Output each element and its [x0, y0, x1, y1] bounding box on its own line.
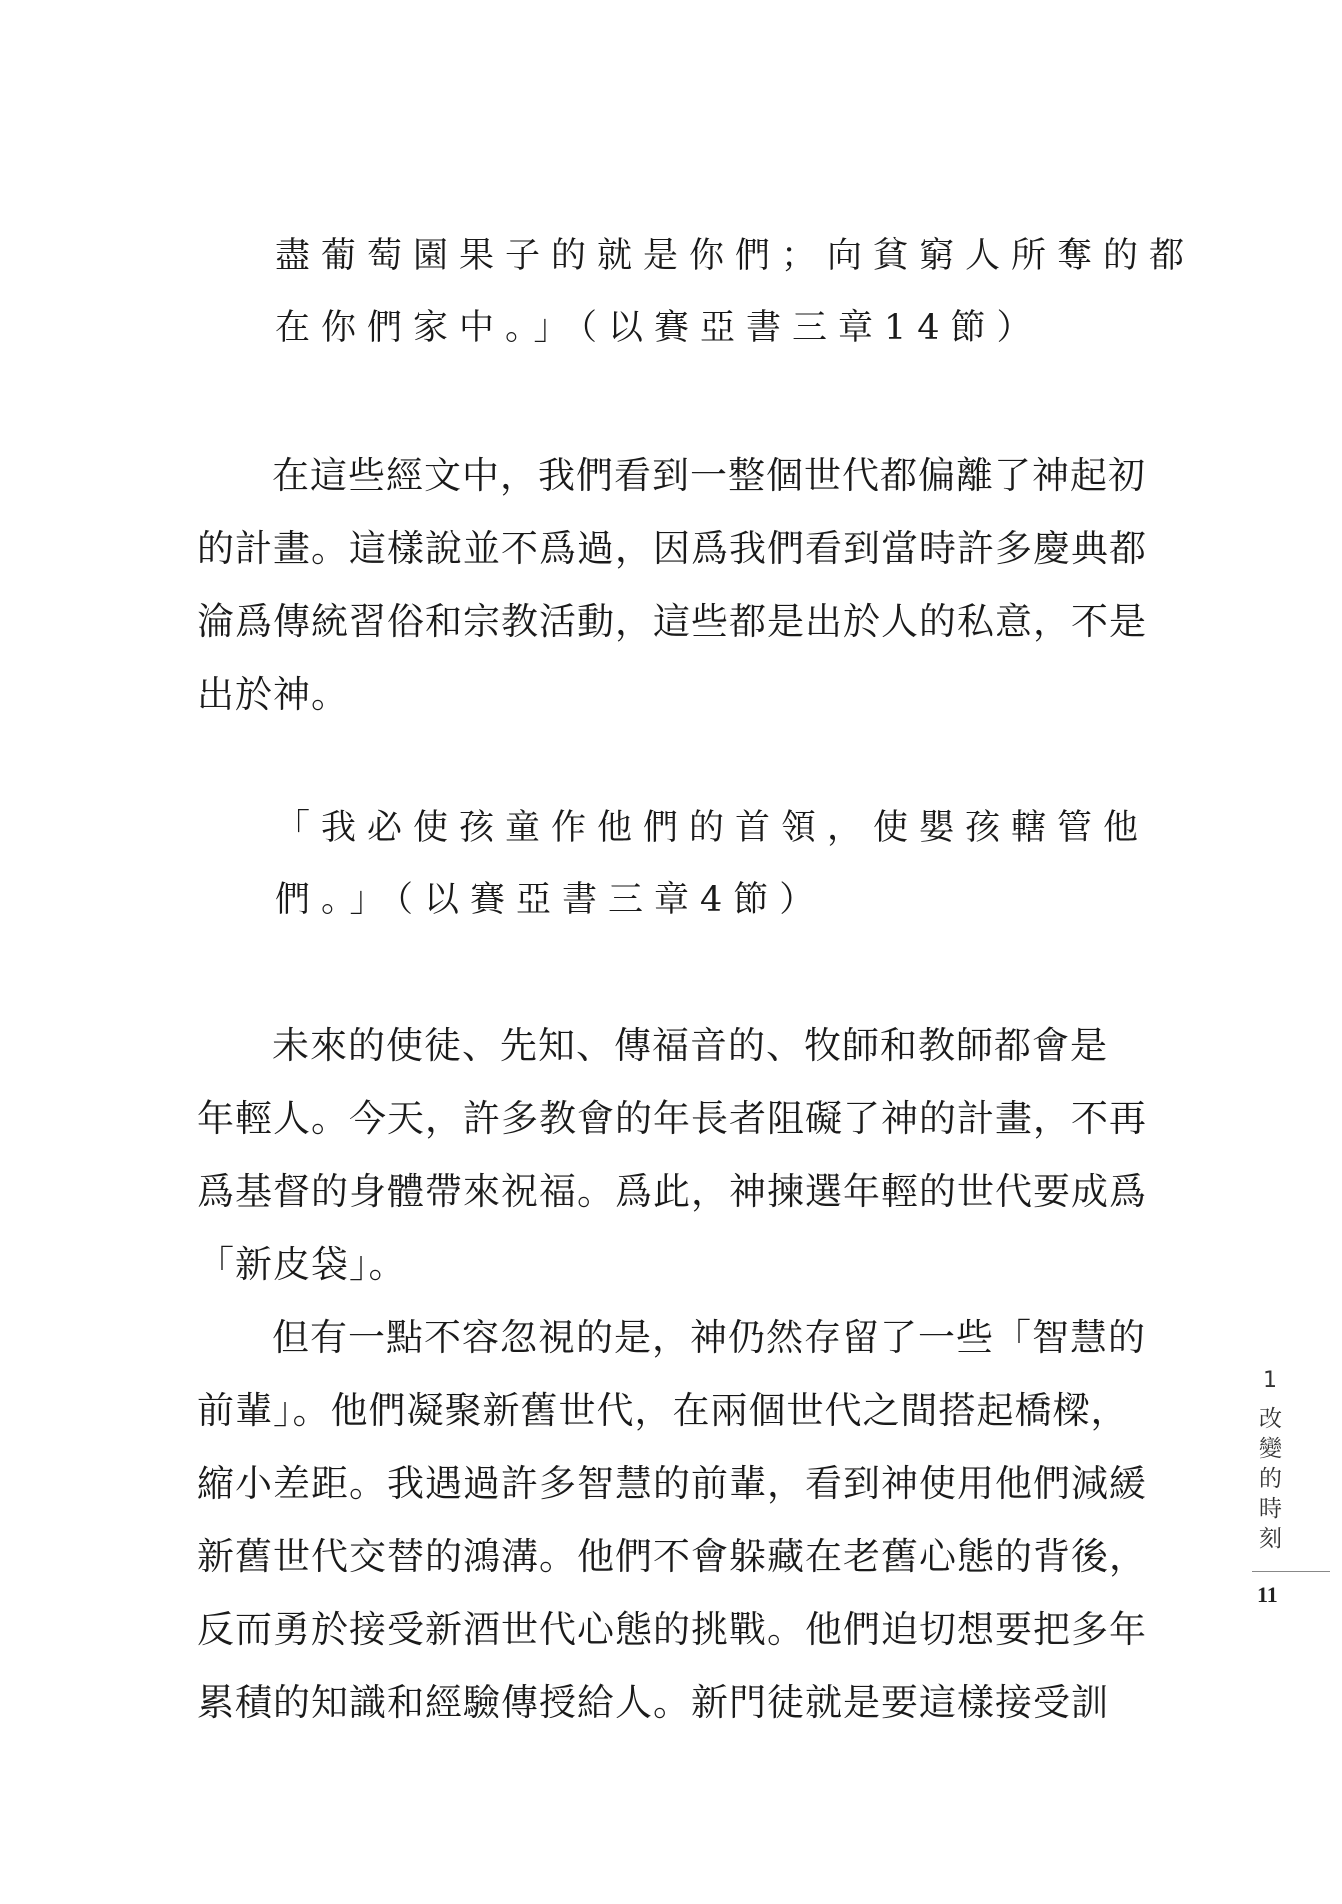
quote2-line1: 「我必使孩童作他們的首領，使嬰孩轄管他 — [275, 808, 1150, 848]
paragraph3-line1: 但有一點不容忽視的是，神仍然存留了一些「智慧的 — [272, 1316, 1146, 1359]
paragraph2-line2: 年輕人。今天，許多教會的年長者阻礙了神的計畫，不再 — [197, 1097, 1147, 1140]
paragraph3-line6: 累積的知識和經驗傳授給人。新門徒就是要這樣接受訓 — [197, 1681, 1109, 1724]
paragraph3-line2: 前輩」。他們凝聚新舊世代，在兩個世代之間搭起橋樑， — [197, 1389, 1129, 1432]
paragraph1-line2: 的計畫。這樣說並不爲過，因爲我們看到當時許多慶典都 — [197, 527, 1147, 570]
paragraph3-line4: 新舊世代交替的鴻溝。他們不會躲藏在老舊心態的背後， — [197, 1535, 1147, 1578]
paragraph1-line3: 淪爲傳統習俗和宗教活動，這些都是出於人的私意，不是 — [197, 600, 1147, 643]
quote2-line2: 們。」（以賽亞書三章4節） — [275, 880, 826, 920]
sidebar-divider — [1252, 1571, 1330, 1572]
chapter-title: 改變的時刻 — [1259, 1406, 1282, 1552]
quote1-line2: 在你們家中。」（以賽亞書三章14節） — [275, 308, 1043, 348]
chapter-number: 1 — [1263, 1368, 1277, 1393]
paragraph3-line5: 反而勇於接受新酒世代心態的挑戰。他們迫切想要把多年 — [197, 1608, 1147, 1651]
page-number: 11 — [1257, 1582, 1278, 1607]
paragraph3-line3: 縮小差距。我遇過許多智慧的前輩，看到神使用他們減緩 — [197, 1462, 1147, 1505]
paragraph2-line1: 未來的使徒、先知、傳福音的、牧師和教師都會是 — [272, 1024, 1108, 1067]
paragraph1-line1: 在這些經文中，我們看到一整個世代都偏離了神起初 — [272, 454, 1146, 497]
paragraph1-line4: 出於神。 — [197, 673, 349, 716]
paragraph2-line3: 爲基督的身體帶來祝福。爲此，神揀選年輕的世代要成爲 — [197, 1170, 1147, 1213]
quote1-line1: 盡葡萄園果子的就是你們；向貧窮人所奪的都 — [275, 236, 1196, 276]
paragraph2-line4: 「新皮袋」。 — [197, 1243, 407, 1286]
